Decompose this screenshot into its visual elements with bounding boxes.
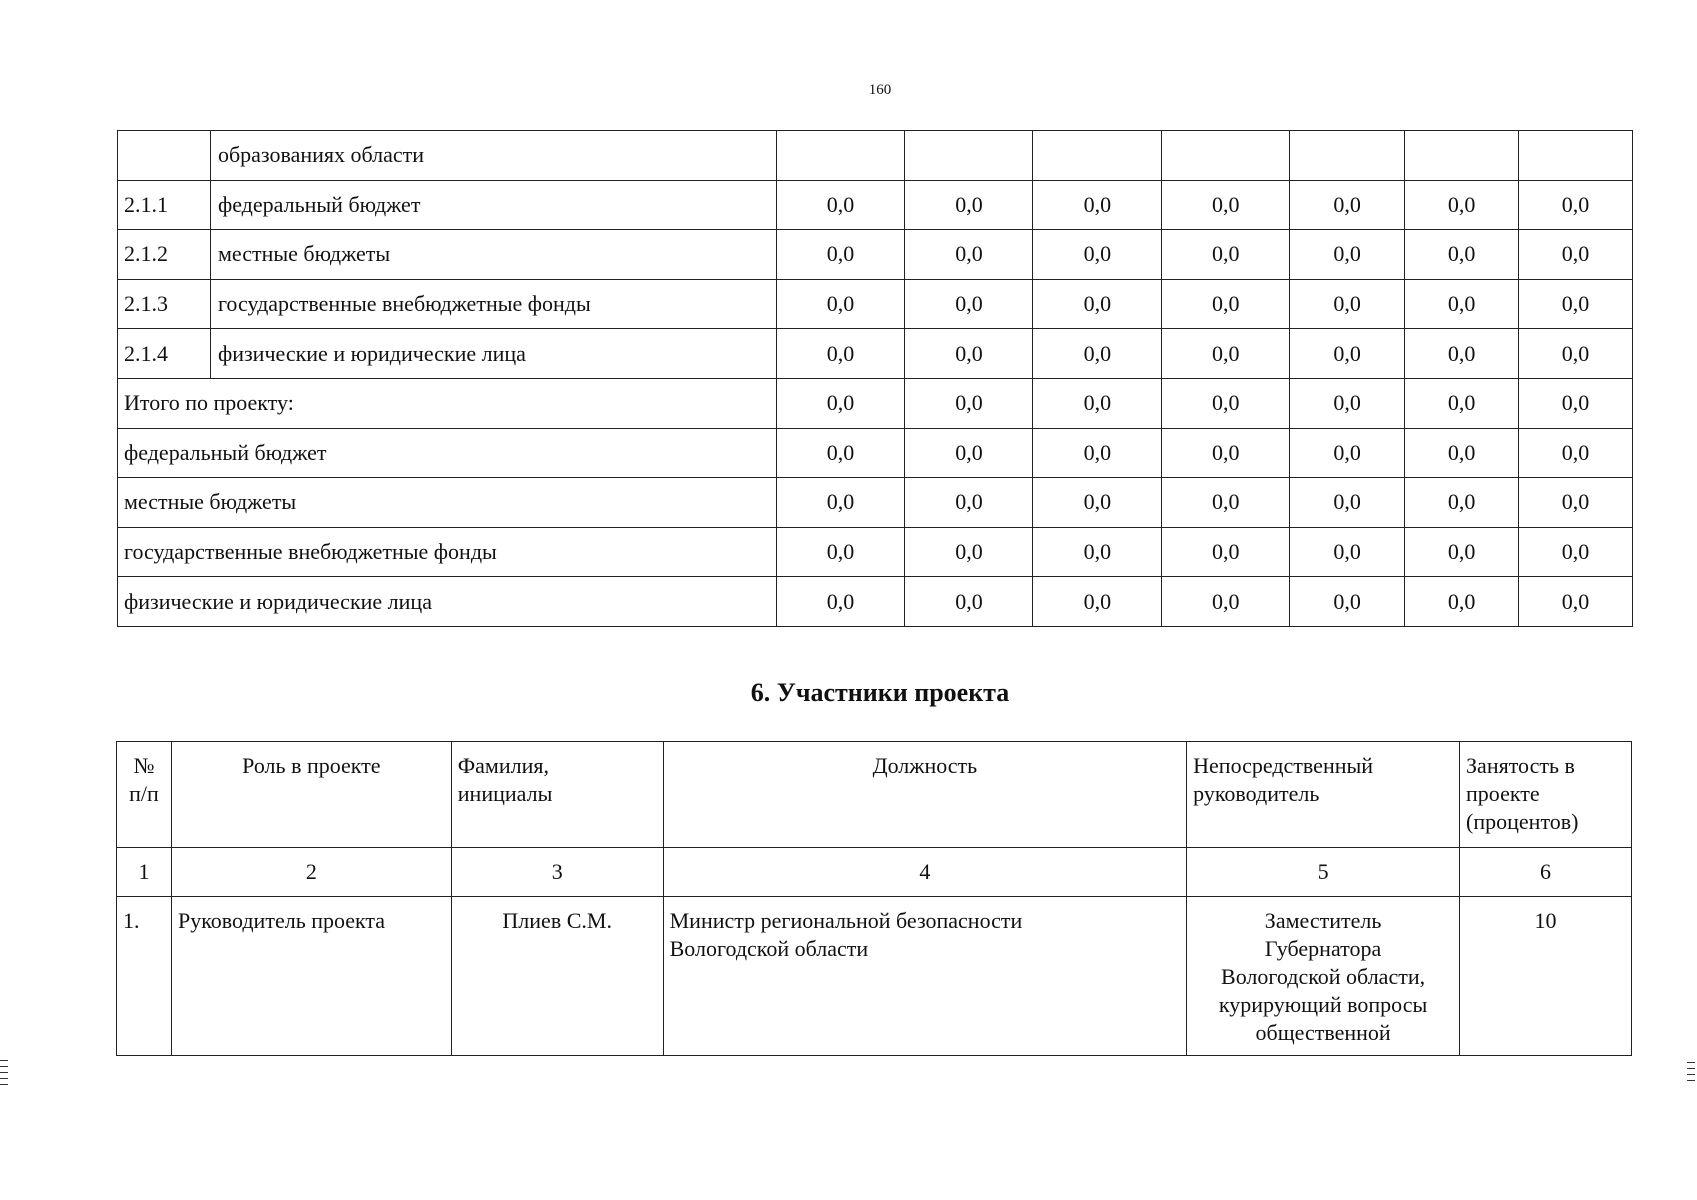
value-cell: 0,0 bbox=[1405, 478, 1519, 528]
value-cell: 0,0 bbox=[1519, 329, 1633, 379]
total-row bbox=[118, 378, 1633, 428]
value-cell: 0,0 bbox=[905, 527, 1033, 577]
value-cell: 0,0 bbox=[1519, 577, 1633, 627]
column-numbers-row bbox=[117, 848, 1632, 897]
value-cell: 0,0 bbox=[1290, 279, 1405, 329]
value-cell: 0,0 bbox=[1162, 577, 1290, 627]
header-position: Должность bbox=[663, 742, 1187, 848]
value-cell: 0,0 bbox=[776, 329, 905, 379]
value-cell bbox=[1290, 131, 1405, 181]
label-cell: государственные внебюджетные фонды bbox=[210, 279, 776, 329]
label-cell: физические и юридические лица bbox=[118, 577, 777, 627]
value-cell: 0,0 bbox=[1162, 527, 1290, 577]
value-cell: 0,0 bbox=[905, 279, 1033, 329]
value-cell: 0,0 bbox=[1405, 180, 1519, 230]
column-number: 2 bbox=[171, 848, 451, 897]
num-cell: 1. bbox=[117, 897, 172, 1056]
value-cell bbox=[1519, 131, 1633, 181]
section-title: 6. Участники проекта bbox=[750, 678, 1010, 707]
value-cell: 0,0 bbox=[1519, 527, 1633, 577]
page-number: 160 bbox=[868, 82, 892, 98]
value-cell: 0,0 bbox=[1519, 478, 1633, 528]
value-cell: 0,0 bbox=[1033, 378, 1162, 428]
name-cell: Плиев С.М. bbox=[451, 897, 663, 1056]
text-line: Вологодской области, bbox=[1221, 964, 1426, 989]
value-cell: 0,0 bbox=[1162, 428, 1290, 478]
column-number: 3 bbox=[451, 848, 663, 897]
value-cell: 0,0 bbox=[1290, 428, 1405, 478]
total-row bbox=[118, 527, 1633, 577]
column-number: 6 bbox=[1460, 848, 1632, 897]
code-cell: 2.1.3 bbox=[118, 279, 211, 329]
value-cell bbox=[1162, 131, 1290, 181]
value-cell: 0,0 bbox=[1033, 180, 1162, 230]
value-cell: 0,0 bbox=[1405, 378, 1519, 428]
left-margin-marks bbox=[0, 1060, 10, 1090]
value-cell: 0,0 bbox=[1162, 378, 1290, 428]
value-cell: 0,0 bbox=[1519, 180, 1633, 230]
value-cell: 0,0 bbox=[776, 577, 905, 627]
label-cell: местные бюджеты bbox=[210, 230, 776, 280]
text-line: инициалы bbox=[457, 781, 553, 806]
value-cell: 0,0 bbox=[1405, 577, 1519, 627]
text-line: руководитель bbox=[1193, 781, 1320, 806]
value-cell: 0,0 bbox=[1033, 428, 1162, 478]
text-line: курирующий вопросы bbox=[1218, 992, 1428, 1017]
value-cell: 0,0 bbox=[1405, 230, 1519, 280]
label-cell: образованиях области bbox=[210, 131, 776, 181]
header-num bbox=[117, 742, 172, 848]
value-cell: 0,0 bbox=[1162, 329, 1290, 379]
value-cell: 0,0 bbox=[1033, 527, 1162, 577]
value-cell: 0,0 bbox=[1033, 329, 1162, 379]
value-cell: 0,0 bbox=[1033, 577, 1162, 627]
header-row bbox=[117, 742, 1632, 848]
value-cell: 0,0 bbox=[1519, 378, 1633, 428]
value-cell: 0,0 bbox=[776, 279, 905, 329]
value-cell: 0,0 bbox=[1519, 279, 1633, 329]
header-role: Роль в проекте bbox=[171, 742, 451, 848]
value-cell: 0,0 bbox=[1290, 329, 1405, 379]
text-line: № bbox=[133, 753, 155, 778]
total-row bbox=[118, 478, 1633, 528]
value-cell: 0,0 bbox=[1033, 230, 1162, 280]
header-name bbox=[451, 742, 663, 848]
value-cell: 0,0 bbox=[1290, 527, 1405, 577]
label-cell: Итого по проекту: bbox=[118, 378, 777, 428]
text-line: проекте bbox=[1466, 781, 1540, 806]
value-cell: 0,0 bbox=[905, 478, 1033, 528]
label-cell: местные бюджеты bbox=[118, 478, 777, 528]
value-cell: 0,0 bbox=[776, 478, 905, 528]
total-row bbox=[118, 577, 1633, 627]
value-cell: 0,0 bbox=[1033, 279, 1162, 329]
label-cell: федеральный бюджет bbox=[210, 180, 776, 230]
value-cell: 0,0 bbox=[1405, 329, 1519, 379]
text-line: Непосредственный bbox=[1193, 753, 1374, 778]
table-row bbox=[118, 279, 1633, 329]
value-cell: 0,0 bbox=[1405, 527, 1519, 577]
value-cell: 0,0 bbox=[905, 378, 1033, 428]
label-cell: федеральный бюджет bbox=[118, 428, 777, 478]
text-line: п/п bbox=[129, 781, 159, 806]
value-cell: 0,0 bbox=[776, 378, 905, 428]
participants-table bbox=[116, 741, 1632, 1056]
value-cell bbox=[905, 131, 1033, 181]
header-employment bbox=[1460, 742, 1632, 848]
total-row bbox=[118, 428, 1633, 478]
label-cell: физические и юридические лица bbox=[210, 329, 776, 379]
text-line: Фамилия, bbox=[457, 753, 549, 778]
value-cell: 0,0 bbox=[1162, 180, 1290, 230]
column-number: 1 bbox=[117, 848, 172, 897]
value-cell: 0,0 bbox=[776, 428, 905, 478]
code-cell: 2.1.2 bbox=[118, 230, 211, 280]
value-cell: 0,0 bbox=[1290, 577, 1405, 627]
label-cell: государственные внебюджетные фонды bbox=[118, 527, 777, 577]
value-cell: 0,0 bbox=[905, 428, 1033, 478]
value-cell bbox=[1405, 131, 1519, 181]
header-supervisor bbox=[1187, 742, 1460, 848]
value-cell: 0,0 bbox=[1290, 378, 1405, 428]
table-row bbox=[118, 230, 1633, 280]
code-cell bbox=[118, 131, 211, 181]
value-cell: 0,0 bbox=[1033, 478, 1162, 528]
table-row bbox=[118, 329, 1633, 379]
budget-table bbox=[117, 130, 1633, 627]
value-cell: 0,0 bbox=[1290, 478, 1405, 528]
value-cell: 0,0 bbox=[1162, 279, 1290, 329]
value-cell: 0,0 bbox=[905, 329, 1033, 379]
right-margin-marks bbox=[1687, 1062, 1697, 1086]
code-cell: 2.1.1 bbox=[118, 180, 211, 230]
value-cell: 0,0 bbox=[1405, 279, 1519, 329]
value-cell: 0,0 bbox=[776, 527, 905, 577]
value-cell: 0,0 bbox=[1290, 180, 1405, 230]
text-line: общественной bbox=[1255, 1020, 1391, 1045]
value-cell: 0,0 bbox=[1290, 230, 1405, 280]
table-row bbox=[118, 180, 1633, 230]
text-line: (процентов) bbox=[1466, 809, 1579, 834]
column-number: 4 bbox=[663, 848, 1187, 897]
employment-cell: 10 bbox=[1460, 897, 1632, 1056]
value-cell: 0,0 bbox=[905, 180, 1033, 230]
value-cell: 0,0 bbox=[905, 230, 1033, 280]
text-line: Заместитель bbox=[1264, 908, 1382, 933]
supervisor-cell bbox=[1187, 897, 1460, 1056]
column-number: 5 bbox=[1187, 848, 1460, 897]
code-cell: 2.1.4 bbox=[118, 329, 211, 379]
value-cell: 0,0 bbox=[776, 180, 905, 230]
table-row bbox=[118, 131, 1633, 181]
text-line: Занятость в bbox=[1466, 753, 1575, 778]
role-cell: Руководитель проекта bbox=[171, 897, 451, 1056]
value-cell: 0,0 bbox=[1405, 428, 1519, 478]
text-line: Министр региональной безопасности bbox=[669, 908, 1023, 933]
value-cell: 0,0 bbox=[776, 230, 905, 280]
text-line: Губернатора bbox=[1264, 936, 1382, 961]
value-cell: 0,0 bbox=[1162, 478, 1290, 528]
table-row bbox=[117, 897, 1632, 1056]
value-cell bbox=[1033, 131, 1162, 181]
text-line: Вологодской области bbox=[669, 936, 869, 961]
value-cell: 0,0 bbox=[905, 577, 1033, 627]
value-cell: 0,0 bbox=[1162, 230, 1290, 280]
value-cell bbox=[776, 131, 905, 181]
value-cell: 0,0 bbox=[1519, 230, 1633, 280]
position-cell bbox=[663, 897, 1187, 1056]
value-cell: 0,0 bbox=[1519, 428, 1633, 478]
